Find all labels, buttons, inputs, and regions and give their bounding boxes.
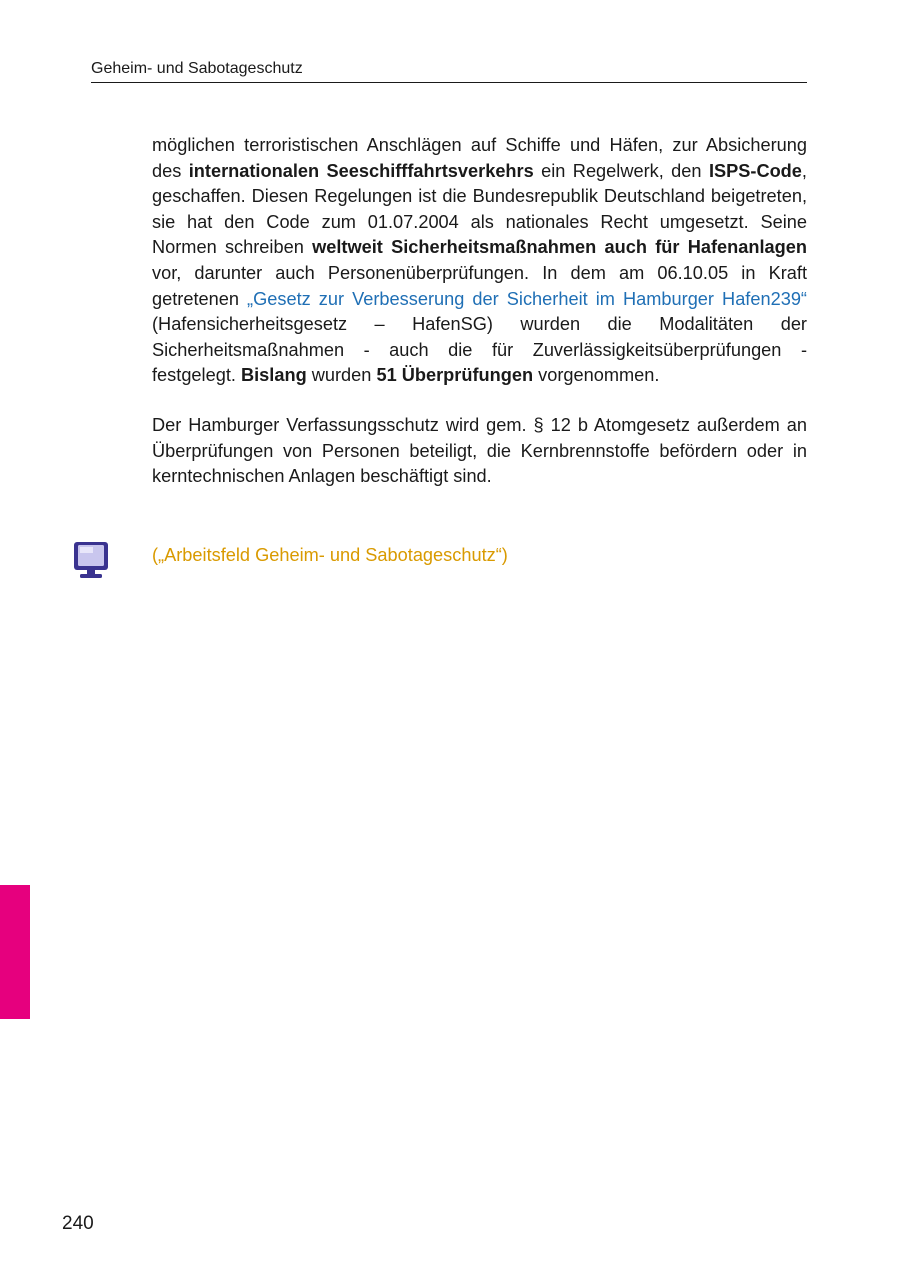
text-segment: vor, darunter auch Personenüberprüfungen. In dem am 06.10.05 in Kraft getretenen (152, 262, 807, 309)
chapter-side-tab (0, 885, 30, 1019)
main-text (152, 133, 807, 490)
paragraph-2: Der Hamburger Verfassungsschutz wird gem. § 12 b Atomgesetz außerdem an Überprüfungen von Personen beteiligt, die Kernbrennstoffe befördern oder in kerntechnischen Anlagen beschäftigt sind. (152, 414, 807, 487)
page-number: 240 (62, 1213, 94, 1234)
bold-term: 51 Überprüfungen (376, 365, 534, 386)
web-reference-link[interactable]: („Arbeitsfeld Geheim- und Sabotageschutz“) (152, 545, 508, 565)
law-link[interactable]: „Gesetz zur Verbesserung der Sicherheit im Hamburger Hafen239“ (247, 288, 807, 309)
text-segment: möglichen terroristischen Anschlägen auf Schiffe und Häfen, zur Absicherung des (152, 135, 807, 181)
bold-term: Bislang (240, 365, 307, 386)
running-head: Geheim- und Sabotageschutz (91, 60, 807, 83)
bold-term: ISPS-Code (708, 160, 802, 181)
bold-term: weltweit Sicherheitsmaßnahmen auch für Hafenanlagen (312, 237, 807, 258)
text-segment: vorgenommen. (533, 365, 660, 386)
text-segment: ein Regelwerk, den (533, 160, 709, 181)
text-segment: (Hafensicherheitsgesetz – HafenSG) wurden die Modalitäten der Sicherheitsmaßnahmen - auch die für Zuverlässigkeitsüberprüfungen - festgelegt. (152, 314, 807, 386)
text-segment: , geschaffen. Diesen Regelungen ist die Bundesrepublik Deutschland beigetreten, sie hat den Code zum 01.07.2004 als nationales Recht umgesetzt. Seine Normen schreiben (152, 160, 807, 258)
bold-term: internationalen Seeschifffahrtsverkehrs (188, 160, 534, 181)
paragraph-1 (152, 133, 807, 389)
monitor-icon (73, 541, 109, 579)
text-segment: wurden (306, 365, 377, 386)
